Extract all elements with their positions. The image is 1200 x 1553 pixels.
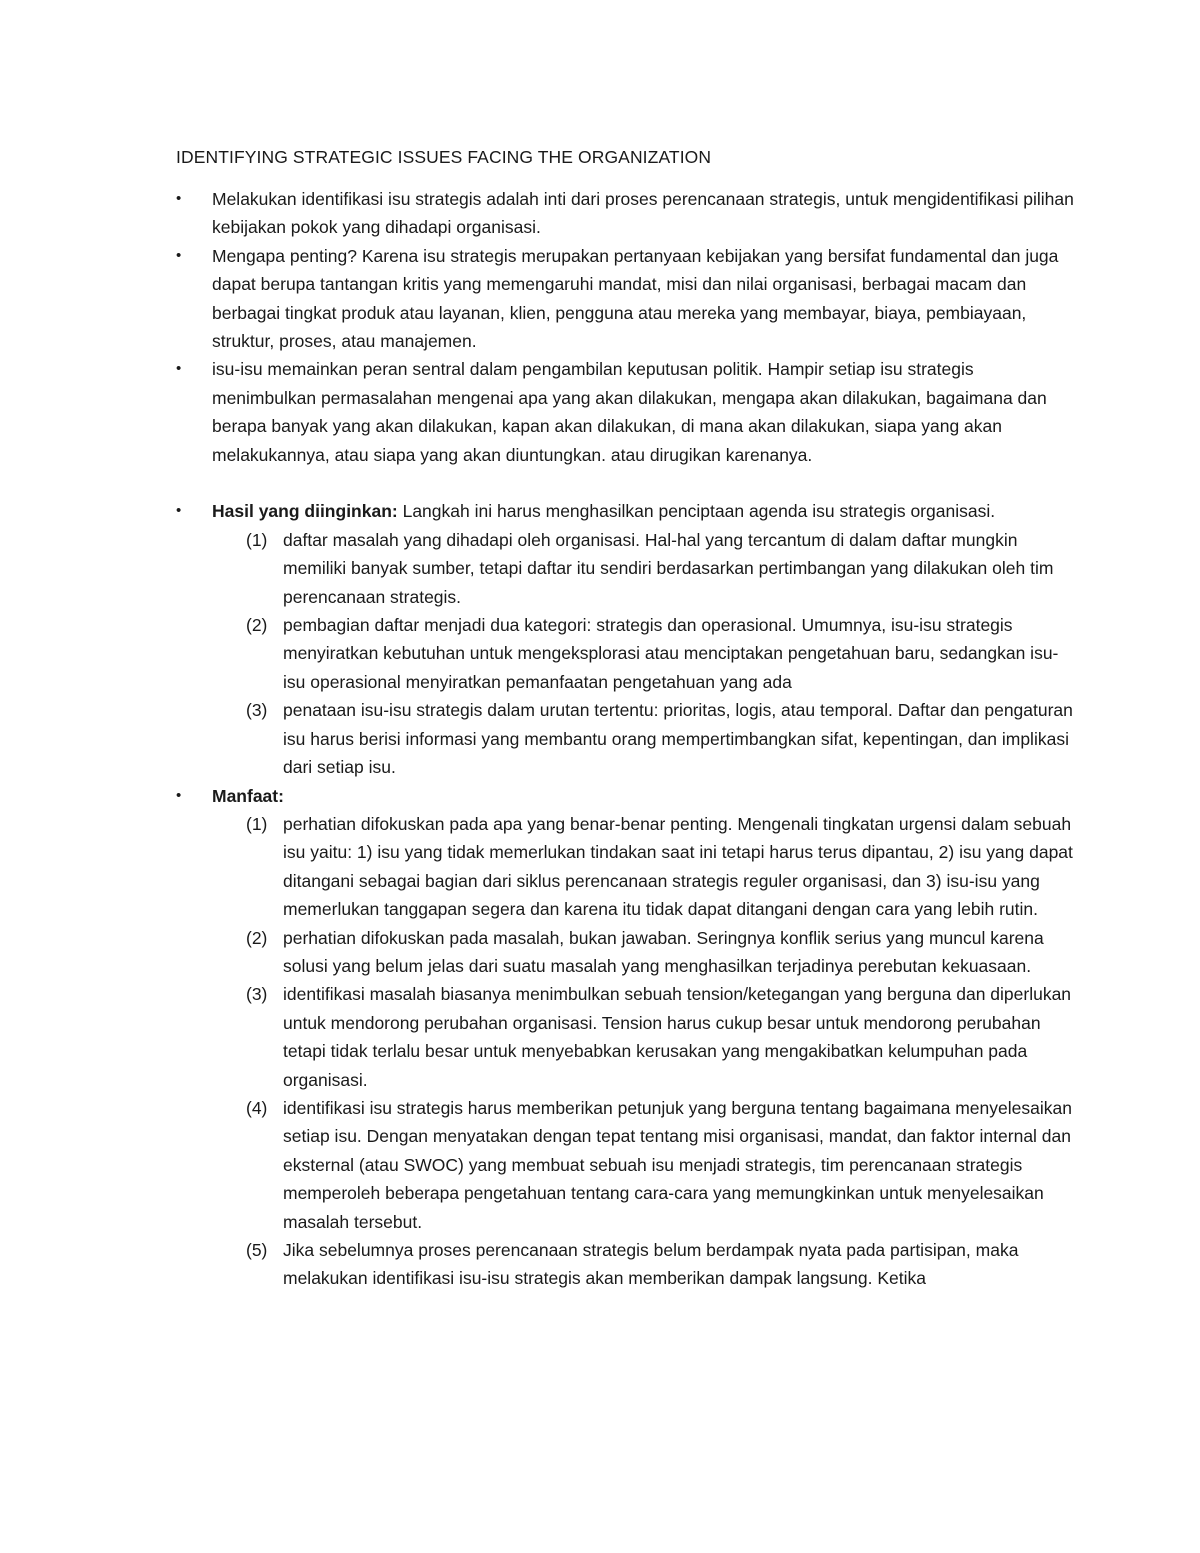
item-text: identifikasi masalah biasanya menimbulkan sebuah tension/ketegangan yang berguna dan diperlukan untuk mendorong perubahan organisasi. Tension harus cukup besar untuk mendorong perubahan tetapi tidak terlalu besar untuk menyebabkan kerusakan yang mengakibatkan kelumpuhan pada organisasi. xyxy=(283,984,1072,1090)
item-text: perhatian difokuskan pada apa yang benar-benar penting. Mengenali tingkatan urgensi dalam sebuah isu yaitu: 1) isu yang tidak memerlukan tindakan saat ini tetapi harus terus dipantau, 2) isu yang dapat ditangani sebagai bagian dari siklus perencanaan strategis reguler organisasi, dan 3) isu-isu yang memerlukan tanggapan segera dan karena itu tidak dapat ditangani dengan cara yang lebih rutin. xyxy=(283,813,1073,920)
list-item xyxy=(176,242,1076,356)
item-text: identifikasi isu strategis harus memberikan petunjuk yang berguna tentang bagaimana menyelesaikan setiap isu. Dengan menyatakan dengan tepat tentang misi organisasi, mandat, dan faktor internal dan eksternal (atau SWOC) yang membuat sebuah isu menjadi strategis, tim perencanaan strategis memperoleh beberapa pengetahuan tentang cara-cara yang memungkinkan untuk menyelesaikan masalah tersebut. xyxy=(283,1097,1072,1232)
item-text: pembagian daftar menjadi dua kategori: strategis dan operasional. Umumnya, isu-isu strategis menyiratkan kebutuhan untuk mengeksplorasi atau menciptakan pengetahuan baru, sedangkan isu-isu operasional menyiratkan pemanfaatan pengetahuan yang ada xyxy=(283,615,1059,692)
bullet-icon: • xyxy=(176,786,182,804)
item-text: penataan isu-isu strategis dalam urutan tertentu: prioritas, logis, atau temporal. Daftar dan pengaturan isu harus berisi informasi yang membantu orang mempertimbangkan sifat, kepentingan, dan implikasi dari setiap isu. xyxy=(283,700,1073,778)
item-number: (5) xyxy=(246,1240,268,1261)
list-item xyxy=(176,355,1076,469)
item-number: (4) xyxy=(246,1097,268,1118)
item-number: (3) xyxy=(246,700,268,721)
list-item xyxy=(176,185,1076,242)
list-item-manfaat xyxy=(176,782,1076,1293)
bullet-list xyxy=(176,185,1076,1293)
numbered-item xyxy=(212,1236,1076,1293)
item-number: (1) xyxy=(246,529,268,550)
hasil-label: Hasil yang diinginkan: xyxy=(212,501,398,522)
numbered-item xyxy=(212,980,1076,1094)
hasil-text: Langkah ini harus menghasilkan penciptaan agenda isu strategis organisasi. xyxy=(397,501,996,522)
list-item-hasil xyxy=(176,497,1076,781)
numbered-item xyxy=(212,810,1076,924)
item-text: Jika sebelumnya proses perencanaan strategis belum berdampak nyata pada partisipan, maka melakukan identifikasi isu-isu strategis akan memberikan dampak langsung. Ketika xyxy=(283,1240,1019,1289)
numbered-item xyxy=(212,696,1076,781)
item-number: (3) xyxy=(246,984,268,1005)
manfaat-label: Manfaat: xyxy=(212,785,284,806)
hasil-numbered-list xyxy=(212,526,1076,782)
numbered-item xyxy=(212,1094,1076,1236)
bullet-icon: • xyxy=(176,190,182,207)
item-text: daftar masalah yang dihadapi oleh organisasi. Hal-hal yang tercantum di dalam daftar mungkin memiliki banyak sumber, tetapi daftar itu sendiri berdasarkan pertimbangan yang dilakukan oleh tim perencanaan strategis. xyxy=(283,529,1054,607)
numbered-item xyxy=(212,611,1076,696)
bullet-icon: • xyxy=(176,246,182,264)
manfaat-numbered-list xyxy=(212,810,1076,1293)
numbered-item xyxy=(212,526,1076,611)
paragraph: isu-isu memainkan peran sentral dalam pengambilan keputusan politik. Hampir setiap isu strategis menimbulkan permasalahan mengenai apa yang akan dilakukan, mengapa akan dilakukan, bagaimana dan berapa banyak yang akan dilakukan, kapan akan dilakukan, di mana akan dilakukan, siapa yang akan melakukannya, atau siapa yang akan diuntungkan. atau dirugikan karenanya. xyxy=(212,359,1047,465)
bullet-icon: • xyxy=(176,502,182,520)
numbered-item xyxy=(212,924,1076,981)
paragraph: Mengapa penting? Karena isu strategis merupakan pertanyaan kebijakan yang bersifat fundamental dan juga dapat berupa tantangan kritis yang memengaruhi mandat, misi dan nilai organisasi, berbagai macam dan berbagai tingkat produk atau layanan, klien, pengguna atau mereka yang membayar, biaya, pembiayaan, struktur, proses, atau manajemen. xyxy=(212,245,1059,352)
item-text: perhatian difokuskan pada masalah, bukan jawaban. Seringnya konflik serius yang muncul karena solusi yang belum jelas dari suatu masalah yang menghasilkan terjadinya perebutan kekuasaan. xyxy=(283,927,1044,976)
paragraph: Melakukan identifikasi isu strategis adalah inti dari proses perencanaan strategis, untuk mengidentifikasi pilihan kebijakan pokok yang dihadapi organisasi. xyxy=(212,189,1074,238)
bullet-icon: • xyxy=(176,360,182,378)
document-title: IDENTIFYING STRATEGIC ISSUES FACING THE ORGANIZATION xyxy=(176,147,712,167)
item-number: (1) xyxy=(246,813,268,834)
blank-line xyxy=(176,469,1076,497)
item-number: (2) xyxy=(246,615,268,636)
item-number: (2) xyxy=(246,927,268,948)
